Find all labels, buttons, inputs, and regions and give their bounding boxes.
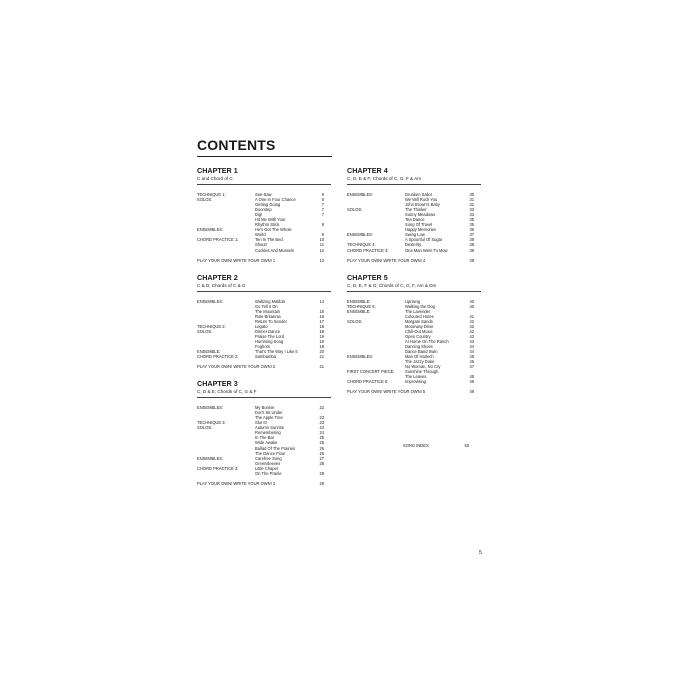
entry-section: CHORD PRACTICE 5: [347, 379, 389, 385]
entry-page-number: 22 [319, 405, 324, 411]
page-number: 5 [479, 550, 482, 556]
entry-song-title: He's Got The Whole [255, 227, 292, 233]
chapter-section [347, 166, 481, 263]
play-your-own-page: 49 [469, 389, 474, 395]
entry-song-title: Slur It! [255, 420, 267, 426]
left-column [197, 166, 331, 496]
entry-song-title: Happy Memories [405, 227, 436, 233]
play-your-own-page: 13 [319, 257, 324, 263]
entry-page-number: 25 [319, 435, 324, 441]
right-column [347, 166, 481, 404]
entry-page-number: 6 [321, 197, 324, 203]
entry-song-title: Dance Band Swin [405, 349, 438, 355]
entry-section: SOLOS: [197, 328, 213, 334]
entry-song-title: Dig! [255, 212, 263, 218]
entry-page-number: 42 [469, 328, 474, 334]
play-your-own-label: PLAY YOUR OWN! WRITE YOUR OWN! 1 [197, 257, 276, 263]
play-your-own-entry[interactable] [197, 481, 331, 486]
entry-song-title: Go Tell It On [255, 303, 278, 309]
entry-song-title: John Brown's Baby [405, 202, 440, 208]
entry-page-number: 16 [319, 313, 324, 319]
entry-section: TECHNIQUE 1: [197, 192, 226, 197]
entry-page-number: 23 [319, 420, 324, 426]
chapter-section [197, 273, 331, 370]
entry-section: ENSEMBLES: [197, 455, 224, 461]
entry-song-title: We Will Rock You [405, 197, 438, 203]
entry-song-title: In The Bar [255, 435, 275, 441]
chapter-divider [197, 291, 331, 292]
entry-section: CHORD PRACTICE 3: [197, 465, 239, 471]
entry-song-title: Greensleeves [255, 460, 281, 466]
entry-song-title: The Jazzy Duke [405, 359, 435, 365]
entry-section: ENSEMBLES: [197, 227, 224, 233]
entry-page-number: 33 [469, 207, 474, 213]
entry-section: ENSEMBLE: [347, 308, 371, 314]
entry-page-number: 40 [469, 298, 474, 304]
entry-section [197, 248, 255, 253]
title-divider [197, 156, 332, 157]
entry-page-number: 14 [319, 298, 324, 304]
entry-song-title: Margate Sands [405, 318, 433, 324]
entry-page-number: 40 [469, 303, 474, 309]
entry-song-title: Return To Sender [255, 318, 288, 324]
entry-page-number: 28 [319, 460, 324, 466]
entry-song-title: That's The Way I Like It [255, 349, 298, 355]
entry-section [197, 471, 255, 476]
entry-section: TECHNIQUE 2: [197, 323, 226, 329]
entry-song-title: Man Of Harlech [405, 354, 434, 360]
entry-song-title: See-Saw [255, 192, 272, 197]
entry-song-title: Tea Dance [405, 217, 425, 223]
entry-section: FIRST CONCERT PIECE: [347, 369, 395, 375]
entry-page-number: 29 [319, 470, 324, 476]
entry-song-title: Praise The Lord [255, 333, 285, 339]
entry-section: ENSEMBLES: [347, 192, 374, 197]
entry-section: ENSEMBLE: [197, 349, 221, 355]
entry-song-title: Rule Britannia [255, 313, 281, 319]
entry-song-title: Ballad Of The Prairies [255, 445, 295, 451]
entry-page-number: 30 [469, 192, 474, 197]
entry-song-title: One Man Went To Mow [405, 247, 448, 253]
entry-song-title: Dinner Dance [255, 328, 281, 334]
chapter-divider [197, 184, 331, 185]
entry-page-number: 32 [469, 202, 474, 208]
entry-page-number: 42 [469, 318, 474, 324]
entry-section: SOLOS: [197, 197, 213, 203]
entry-song-title: Remembering [255, 430, 281, 436]
chapter-section [197, 379, 331, 486]
chapter-subtitle: C, D, E, F & G; Chords of C, G, F, Am & Dm [347, 282, 437, 288]
entry-song-title: Drunken Sailor [405, 192, 433, 197]
entry-page-number: 24 [319, 430, 324, 436]
entry-song-title: Legato [255, 323, 268, 329]
entry-song-title: Hit Me With Your [255, 217, 286, 223]
toc-entry[interactable] [197, 354, 331, 359]
entry-song-title: Song Of Travel [405, 222, 433, 228]
entry-page-number: 36 [469, 227, 474, 233]
entry-song-title: Getting Going [255, 202, 281, 208]
entry-song-title: Motorway Drive [405, 323, 434, 329]
entry-page-number: 8 [321, 222, 324, 228]
entry-page-number: 15 [319, 308, 324, 314]
entry-song-title: Swing Low [405, 232, 425, 238]
entry-section: CHORD PRACTICE 4: [347, 247, 389, 253]
entry-page-number: 41 [469, 313, 474, 319]
entry-page-number: 10 [319, 237, 324, 243]
entry-page-number: 33 [469, 212, 474, 218]
song-index-label: SONG INDEX [403, 443, 429, 448]
entry-section: SOLOS: [347, 207, 363, 213]
entry-page-number: 7 [321, 202, 324, 208]
chapter-subtitle: C, D, E & F; Chords of C, G, F & Am [347, 176, 422, 181]
entry-song-title: The Thinker [405, 207, 427, 213]
chapter-divider [347, 184, 481, 185]
entry-page-number: 45 [469, 354, 474, 360]
entry-page-number: 19 [319, 343, 324, 349]
entry-song-title: The Lavender [405, 308, 431, 314]
play-your-own-label: PLAY YOUR OWN! WRITE YOUR OWN! 4 [347, 257, 426, 263]
entry-song-title: Don't Sit Under [255, 410, 283, 416]
entry-song-title: Sunny Meadows [405, 212, 436, 218]
entry-song-title: Little Chapel [255, 465, 278, 471]
chapter-title: CHAPTER 1 [197, 166, 238, 175]
entry-page-number: 39 [469, 247, 474, 253]
entry-page-number: 19 [319, 333, 324, 339]
chapter-subtitle: C and Chord of C [197, 176, 233, 181]
entry-page-number: 49 [469, 379, 474, 385]
play-your-own-entry[interactable] [347, 389, 481, 394]
entry-section: ENSEMBLES: [347, 354, 374, 360]
toc-entry[interactable] [197, 248, 331, 253]
chapter-title: CHAPTER 3 [197, 379, 238, 389]
entry-page-number: 44 [469, 343, 474, 349]
play-your-own-entry[interactable] [197, 364, 331, 369]
play-your-own-page: 21 [319, 364, 324, 370]
entry-section: ENSEMBLE: [347, 298, 371, 304]
entry-song-title: Cockles And Mussels [255, 247, 294, 253]
entry-page-number: 27 [319, 455, 324, 461]
entry-song-title: Foghorn [255, 343, 271, 349]
entry-page-number: 46 [469, 359, 474, 365]
chapter-title: CHAPTER 2 [197, 272, 238, 282]
entry-page-number: 18 [319, 328, 324, 334]
entry-song-title: Ten In The Bed [255, 237, 283, 243]
entry-page-number: 6 [321, 192, 324, 197]
entry-list [347, 192, 481, 253]
entry-section: TECHNIQUE 4: [347, 242, 376, 248]
entry-page-number: 26 [319, 445, 324, 451]
song-index-page: 50 [464, 443, 469, 448]
toc-entry[interactable] [347, 248, 481, 253]
entry-song-title: No Woman, No Cry [405, 364, 441, 370]
chapter-subtitle: C & D; Chords of C & G [197, 282, 246, 288]
entry-song-title: Coloured Hores [405, 313, 434, 319]
entry-section: CHORD PRACTICE 1: [197, 237, 239, 243]
entry-song-title: Chill-Out Music [405, 328, 433, 334]
entry-page-number: 17 [319, 318, 324, 324]
entry-list [197, 299, 331, 360]
entry-page-number: 37 [469, 232, 474, 238]
entry-list [197, 405, 331, 476]
entry-section: SOLOS: [347, 318, 363, 324]
chapter-divider [347, 291, 481, 292]
entry-page-number: 11 [319, 242, 324, 248]
play-your-own-label: PLAY YOUR OWN! WRITE YOUR OWN! 5 [347, 389, 426, 395]
entry-song-title: The Apple Tree [255, 415, 283, 421]
entry-song-title: The Mountain [255, 308, 281, 314]
entry-song-title: Waltzing Matilda [255, 298, 285, 304]
entry-page-number: 44 [469, 349, 474, 355]
entry-song-title: At Home On The Ranch [405, 338, 449, 344]
entry-list [347, 299, 481, 385]
entry-page-number: 18 [319, 323, 324, 329]
entry-page-number: 25 [319, 440, 324, 446]
entry-page-number: 23 [319, 415, 324, 421]
entry-song-title: Uprising [405, 298, 421, 304]
entry-page-number: 38 [469, 237, 474, 243]
entry-page-number: 26 [319, 450, 324, 456]
play-your-own-label: PLAY YOUR OWN! WRITE YOUR OWN! 2 [197, 364, 276, 370]
song-index-entry[interactable] [403, 443, 469, 448]
entry-song-title: Wide Awake [255, 440, 278, 446]
entry-song-title: A One In Four Chance [255, 197, 296, 203]
entry-page-number: 35 [469, 222, 474, 228]
chapter-title: CHAPTER 5 [347, 272, 388, 282]
entry-song-title: Dancing Shoes [405, 343, 433, 349]
entry-song-title: The Dance Floor [255, 450, 286, 456]
play-your-own-page: 29 [319, 480, 324, 486]
chapter-section [197, 166, 331, 263]
entry-song-title: Walking the Dog [405, 303, 435, 309]
entry-song-title: Doorstep [255, 207, 272, 213]
entry-song-title: Carefree Song [255, 455, 282, 461]
entry-section: CHORD PRACTICE 2: [197, 354, 239, 360]
entry-song-title: Autumn Sunrise [255, 425, 285, 431]
entry-page-number: 7 [321, 212, 324, 218]
entry-page-number: 48 [469, 374, 474, 380]
entry-section: TECHNIQUE 3: [197, 420, 226, 426]
entry-section: TECHNIQUE 5: [347, 303, 376, 309]
entry-page-number: 20 [319, 349, 324, 355]
entry-section: SOLOS: [197, 425, 213, 431]
entry-page-number: 35 [469, 217, 474, 223]
play-your-own-entry[interactable] [347, 258, 481, 263]
entry-page-number: 9 [321, 232, 324, 238]
entry-song-title: Dexterity [405, 242, 422, 248]
toc-entry[interactable] [197, 471, 331, 476]
chapter-divider [197, 397, 331, 398]
entry-page-number: 42 [469, 323, 474, 329]
page-title: CONTENTS [197, 137, 276, 153]
entry-page-number: 47 [469, 364, 474, 370]
entry-section: ENSEMBLES: [197, 298, 224, 304]
toc-entry[interactable] [347, 379, 481, 384]
entry-page-number: 24 [319, 425, 324, 431]
chapter-title: CHAPTER 4 [347, 166, 388, 175]
entry-song-title: Sunshine Through [405, 369, 439, 375]
entry-song-title: World [255, 232, 266, 238]
entry-song-title: Open Country [405, 333, 431, 339]
entry-page-number: 12 [319, 247, 324, 253]
entry-page-number: 43 [469, 333, 474, 339]
entry-page-number: 7 [321, 207, 324, 213]
entry-page-number: 19 [319, 338, 324, 344]
play-your-own-page: 39 [469, 257, 474, 263]
entry-section: ENSEMBLES: [197, 405, 224, 411]
entry-song-title: My Bonnie [255, 405, 275, 411]
chapter-section [347, 273, 481, 395]
chapter-subtitle: C, D & E; Chords of C, G & F [197, 389, 257, 395]
entry-section: ENSEMBLES: [347, 232, 374, 238]
entry-song-title: Rhythm Stick [255, 222, 280, 228]
play-your-own-label: PLAY YOUR OWN! WRITE YOUR OWN! 3 [197, 480, 276, 486]
entry-page-number: 38 [469, 242, 474, 248]
entry-page-number: 31 [469, 197, 474, 203]
entry-song-title: The Leaves [405, 374, 427, 380]
entry-song-title: Shout! [255, 242, 267, 248]
entry-song-title: Sambamba [255, 354, 276, 360]
entry-song-title: Humming Song [255, 338, 284, 344]
entry-list [197, 192, 331, 253]
entry-song-title: A Spoonful Of Sugar [405, 237, 443, 243]
entry-song-title: On The Prairie [255, 470, 282, 476]
entry-song-title: Improvising [405, 379, 426, 385]
play-your-own-entry[interactable] [197, 258, 331, 263]
entry-page-number: 21 [319, 354, 324, 360]
entry-page-number: 43 [469, 338, 474, 344]
